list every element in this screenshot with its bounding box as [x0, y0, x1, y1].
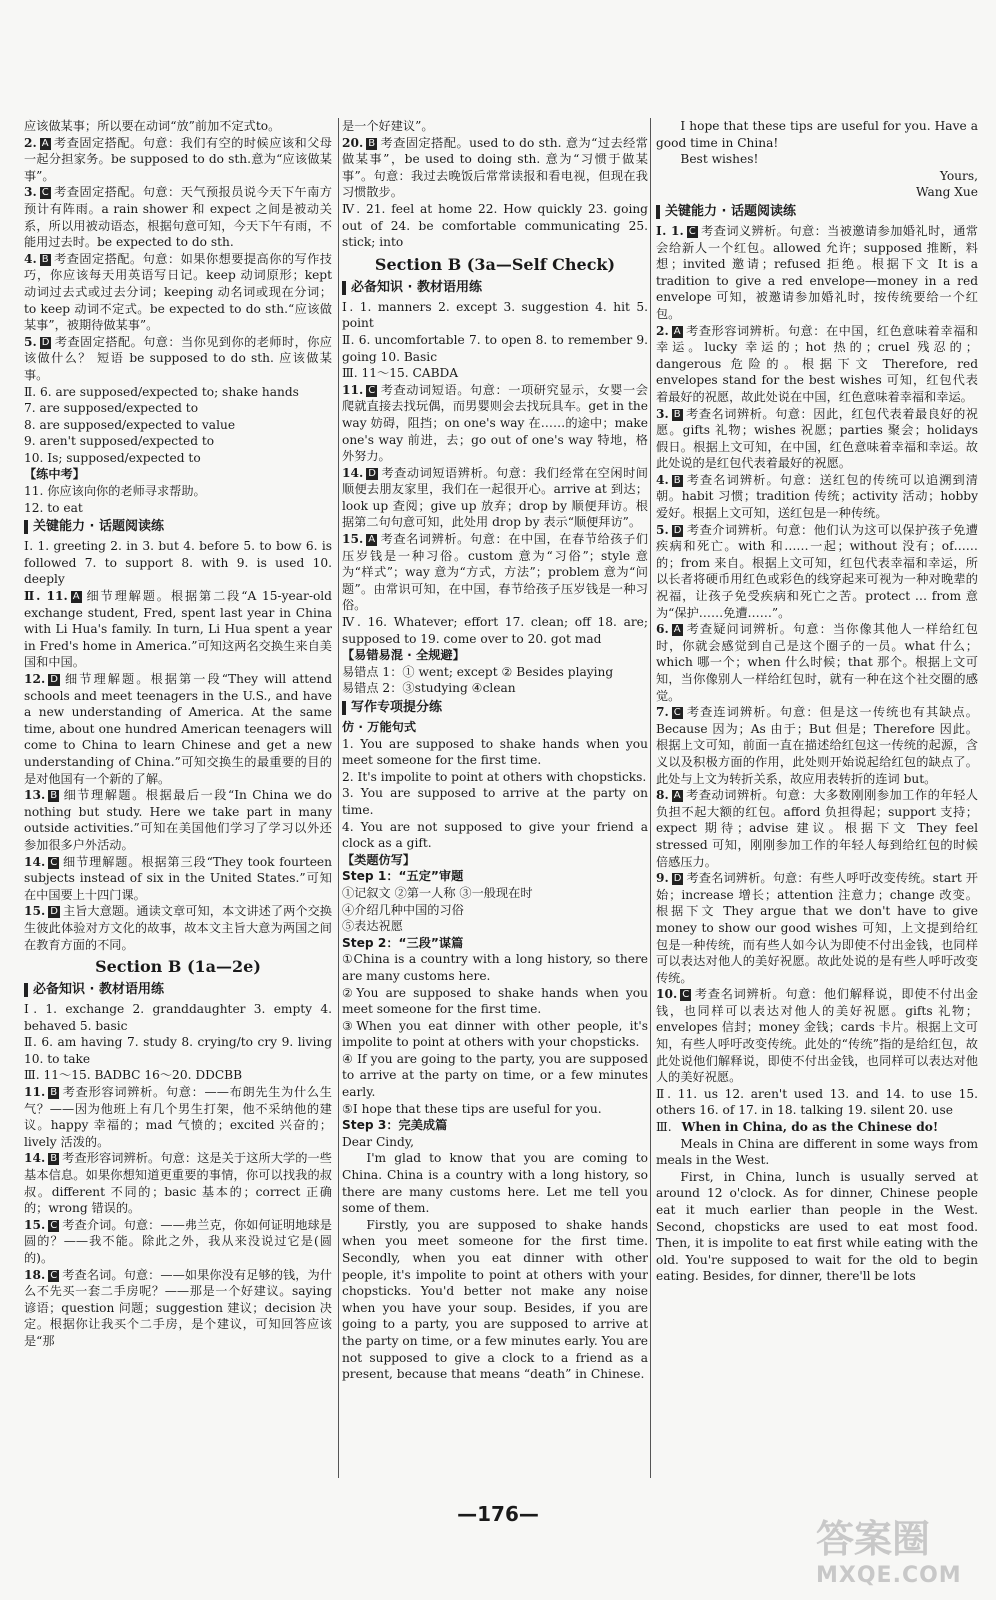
- answer-text: Ⅰ. 1. greeting 2. in 3. but 4. before 5. to bow 6. is followed 7. to support 8. with 9. is used 10. deeply: [24, 539, 332, 587]
- answer-text: Ⅲ.: [656, 1120, 672, 1135]
- answer-text: Ⅰ. 1. manners 2. except 3. suggestion 4. hit 5. point: [342, 299, 648, 331]
- section-bar: [342, 279, 648, 297]
- watermark-text: 答案圈: [816, 1517, 931, 1561]
- signature-line: Wang Xue: [916, 185, 978, 200]
- answer-text: 考查名词辨析。句意：因此，红包代表着最良好的祝愿。gifts 礼物；wishes 祝愿；parties 聚会；holidays 假日。根据上文可知，在中国，红色意味着幸福和幸运。故此处说的是红包代表着最好的祝愿。: [656, 406, 978, 471]
- answer-text: Ⅱ. 11. us 12. aren't used 13. and 14. to use 15. others 16. of 17. in 18. talking 19. silent 20. use: [656, 1086, 978, 1118]
- answer-line: [342, 985, 648, 1018]
- answer-letter-badge: B: [50, 1087, 58, 1099]
- answer-letter-badge: A: [673, 325, 681, 337]
- answer-text: ③When you eat dinner with other people, it's impolite to point at others with your chopsticks.: [342, 1018, 648, 1050]
- answer-letter-badge: C: [368, 384, 376, 396]
- answer-text: Ⅲ. 11～15. BADBC 16～20. DDCBB: [24, 1068, 243, 1083]
- essay-paragraph: Firstly, you are supposed to shake hands when you meet someone for the first time. Secondly, when you eat dinner with other people, it's impolite to point at others with your chopsticks. You'd better not make any noise when you have your soup. Besides, if you are going to a party, you are supposed to arrive at the party on time, or a few minutes early. You are not supposed to give a clock to a friend as a present, because that means “death” in Chinese.: [342, 1217, 648, 1382]
- answer-item: [656, 787, 978, 870]
- answer-item: [656, 704, 978, 787]
- answer-letter-badge: D: [368, 467, 376, 479]
- subheading: 【练中考】: [24, 467, 85, 482]
- question-number: 4.: [24, 251, 37, 266]
- answer-text: Ⅳ. 21. feel at home 22. How quickly 23. going out of 24. be comfortable communicating 25. stick; into: [342, 201, 648, 250]
- answer-text: 考查疑问词辨析。句意：当你像其他人一样给红包时，你就会感觉到自己是这个圈子的一员。what 什么；which 哪一个；when 什么时候；that 那个。根据上文可知，当你像别人一样给红包时，就有一种在这个社交圈的感觉。: [656, 622, 978, 703]
- answer-item: [656, 522, 978, 622]
- answer-text: 考查形容词辨析。句意：——布朗先生为什么生气？——因为他班上有几个男生打架，他不采纳他的建议。happy 幸福的；mad 气愤的；excited 兴奋的；lively 活泼的。: [24, 1085, 332, 1149]
- answer-letter-badge: B: [673, 474, 681, 486]
- answer-letter-badge: B: [50, 1153, 58, 1165]
- answer-text: 10. Is; supposed/expected to: [24, 450, 201, 465]
- question-number: Ⅰ. 1.: [656, 223, 684, 238]
- watermark-url: MXQE.COM: [816, 1563, 962, 1588]
- answer-text: 考查名词辨析。句意：他们解释说，即使不付出金钱，也同样可以表达对他人的美好祝愿。gifts 礼物；envelopes 信封；money 金钱；cards 卡片。根据上文可知，有些人呼吁改变传统。此处的“传统”指的是给红包，故此处说他们解释说，即使不付出金钱，也同样可以表达对他人的美好祝愿。: [656, 987, 978, 1085]
- column-1: [24, 118, 332, 1478]
- answer-item: [656, 472, 978, 522]
- section-bar: [24, 518, 332, 536]
- answer-line: [342, 680, 648, 697]
- answer-text: Dear Cindy,: [342, 1134, 414, 1149]
- section-bar-marker: [24, 520, 28, 534]
- answer-line: [24, 538, 332, 588]
- answer-text: 1. You are supposed to shake hands when you meet someone for the first time.: [342, 736, 648, 768]
- answer-line: [342, 918, 648, 935]
- answer-letter-badge: C: [688, 225, 696, 237]
- answer-item: [24, 184, 332, 250]
- question-number: 2.: [656, 323, 669, 338]
- question-number: 9.: [656, 871, 669, 886]
- question-number: 6.: [656, 622, 669, 637]
- answer-letter-badge: B: [50, 790, 58, 802]
- answer-letter-badge: C: [682, 989, 690, 1001]
- essay-paragraph: I hope that these tips are useful for you. Have a good time in China!: [656, 119, 978, 150]
- watermark-logo: [816, 1508, 976, 1598]
- answer-letter-badge: B: [41, 253, 49, 265]
- answer-line: [342, 299, 648, 332]
- passage-title: When in China, do as the Chinese do!: [681, 1120, 939, 1135]
- answer-item: [24, 251, 332, 334]
- answer-line: [342, 664, 648, 681]
- answer-item: [342, 382, 648, 465]
- answer-text: 主旨大意题。通读文章可知，本文讲述了两个交换生彼此体验对方文化的故事，故本文主旨大意为两国之间在教育方面的不同。: [24, 904, 332, 952]
- answer-text: 考查固定搭配。句意：如果你想要提高你的写作技巧，你应该每天用英语写日记。keep 动词原形；kept 动词过去式或过去分词；keeping 动名词或现在分词；to keep 动词不定式。be expected to do sth.“应该做某事”，被期待做某事”。: [24, 251, 332, 333]
- answer-item: [656, 223, 978, 323]
- answer-text: 细节理解题。根据第三段“They took fourteen subjects instead of six in the United States.”可知在中国要上十四门课。: [24, 854, 332, 902]
- answer-text: 考查连词辨析。句意：但是这一传统也有其缺点。Because 因为；As 由于；But 但是；Therefore 因此。根据上文可知，前面一直在描述给红包这一传统的起源，含义以及积极方面的作用，此处则开始说起给红包的缺点了。此处与上文为转折关系，故应用表转折的连词 but。: [656, 705, 978, 786]
- answer-text: 8. are supposed/expected to value: [24, 417, 236, 432]
- answer-line: [656, 1086, 978, 1119]
- answer-page: [24, 118, 984, 1478]
- answer-item: [342, 465, 648, 531]
- answer-item: [24, 1150, 332, 1216]
- answer-line: [24, 483, 332, 500]
- question-number: 11.: [24, 1085, 46, 1100]
- question-number: 14.: [24, 854, 46, 869]
- answer-item: [24, 588, 332, 671]
- answer-item: [656, 621, 978, 704]
- subheading: Step 2：“三段”谋篇: [342, 935, 464, 950]
- answer-text: 细节理解题。根据第一段“They will attend schools and meet teenagers in the U.S., and have a new understanding of America. At the same time, about one hundred American teenagers will come to China to learn Chinese and get a new understanding of China.”可知交换生的最重要的目的是对他国有一个新的了解。: [24, 672, 332, 786]
- question-number: 15.: [342, 532, 364, 547]
- section-bar: [342, 699, 648, 717]
- question-number: 8.: [656, 788, 669, 803]
- answer-line: [656, 1119, 978, 1136]
- answer-text: ⑤I hope that these tips are useful for you.: [342, 1101, 602, 1116]
- answer-text: 9. aren't supposed/expected to: [24, 434, 215, 449]
- answer-line: [342, 736, 648, 769]
- question-number: 5.: [24, 334, 37, 349]
- answer-item: [656, 986, 978, 1086]
- question-number: 10.: [656, 987, 678, 1002]
- answer-line: [24, 118, 332, 135]
- answer-text: 应该做某事；所以要在动词“放”前加不定式to。: [24, 119, 281, 133]
- answer-letter-badge: C: [50, 856, 58, 868]
- answer-line: [342, 885, 648, 902]
- answer-text: 考查固定搭配。句意：当你见到你的老师时，你应该做什么？ 短语 be supposed to do sth. 应该做某事。: [24, 334, 332, 382]
- answer-letter-badge: C: [673, 707, 681, 719]
- answer-line: [342, 819, 648, 852]
- answer-text: 11. 你应该向你的老师寻求帮助。: [24, 484, 206, 499]
- subheading: Step 1：“五定”审题: [342, 869, 464, 884]
- answer-text: 12. to eat: [24, 500, 83, 515]
- answer-text: ⑤表达祝愿: [342, 919, 403, 934]
- answer-text: 考查固定搭配。句意：我们有空的时候应该和父母一起分担家务。be supposed to do sth.意为“应该做某事”。: [24, 135, 332, 183]
- section-heading: Section B (3a—Self Check): [374, 254, 616, 274]
- answer-line: [24, 1067, 332, 1084]
- answer-item: [342, 135, 648, 201]
- answer-item: [24, 671, 332, 787]
- answer-line: [24, 384, 332, 401]
- answer-item: [656, 406, 978, 472]
- page-number: —176—: [457, 1502, 539, 1526]
- answer-line: [342, 902, 648, 919]
- answer-letter-badge: A: [673, 624, 681, 636]
- answer-text: 细节理解题。根据第二段“A 15-year-old exchange student, Fred, spent last year in China with Li Hua's family. In turn, Li Hua spent a year in Fred's home in America.”可知这两名交换生来自美国和中国。: [24, 589, 332, 670]
- answer-text: 考查动词短语。句意：一项研究显示，女婴一会爬就直接去找玩偶，而男婴则会去找玩具车。get in the way 妨碍，阻挡；on one's way 在……的途中；make one's way 前进，去；go out of one's way 特地，格外努力。: [342, 382, 648, 464]
- answer-letter-badge: C: [41, 187, 49, 199]
- answer-letter-badge: D: [673, 873, 682, 885]
- answer-text: 考查动词短语辨析。句意：我们经常在空闲时间顺便去朋友家里，我们在一起很开心。arrive at 到达；look up 查阅；give up 放弃；drop by 顺便拜访。根据第二句句意可知，此处用 drop by 表示“顺便拜访”。: [342, 465, 648, 530]
- question-number: 2.: [24, 135, 37, 150]
- answer-letter-badge: A: [41, 137, 49, 149]
- answer-text: 3. You are supposed to arrive at the party on time.: [342, 786, 648, 817]
- section-bar: [24, 981, 332, 999]
- answer-line: [342, 1018, 648, 1051]
- answer-letter-badge: D: [673, 524, 682, 536]
- question-number: 14.: [24, 1151, 46, 1166]
- subheading: Step 3：完美成篇: [342, 1118, 448, 1133]
- answer-line: [342, 118, 648, 135]
- question-number: 3.: [656, 406, 669, 421]
- answer-item: [24, 903, 332, 953]
- answer-text: ①记叙文 ②第一人称 ③一般现在时: [342, 885, 533, 900]
- answer-text: 考查固定搭配。句意：天气预报员说今天下午南方预计有阵雨。a rain shower 和 expect 之间是被动关系，所以用被动语态，根据句意可知，今天下午有雨，不能用过去时。be expected to do sth.: [24, 185, 332, 250]
- answer-letter-badge: D: [50, 674, 58, 685]
- question-number: 15.: [24, 904, 46, 919]
- answer-text: ④介绍几种中国的习俗: [342, 902, 464, 917]
- answer-text: 考查形容词辨析。句意：在中国，红色意味着幸福和幸运。lucky 幸运的；hot 热的；cruel 残忍的；dangerous 危险的。根据下文 Therefore, red envelopes stand for the best wishes 可知，红包代表着最好的祝愿，故此处说在中国，红色意味着幸福和幸运。: [656, 323, 978, 404]
- answer-item: [656, 323, 978, 406]
- answer-letter-badge: D: [50, 906, 58, 918]
- answer-text: ①China is a country with a long history, so there are many customs here.: [342, 952, 648, 983]
- section-heading: Section B (1a—2e): [95, 957, 261, 977]
- section-bar-marker: [656, 205, 660, 219]
- section-bar-title: 必备知识 · 教材语用练: [351, 279, 482, 295]
- answer-item: [24, 135, 332, 185]
- answer-item: [24, 1084, 332, 1150]
- answer-line: [24, 1034, 332, 1067]
- question-number: 18.: [24, 1267, 46, 1282]
- answer-text: ②You are supposed to shake hands when you meet someone for the first time.: [342, 985, 648, 1017]
- answer-line: [342, 785, 648, 818]
- answer-item: [656, 870, 978, 986]
- answer-line: [342, 951, 648, 984]
- answer-text: 考查名词辨析。句意：在中国，在春节给孩子们压岁钱是一种习俗。custom 意为“习俗”；style 意为“样式”；way 意为“方式，方法”；problem 意为“问题”。由常识可知，在中国，春节给孩子压岁钱是一种习俗。: [342, 532, 648, 613]
- answer-text: 考查词义辨析。句意：当被邀请参加婚礼时，通常会给新人一个红包。allowed 允许；supposed 推断，料想；invited 邀请；refused 拒绝。根据下文 It is a tradition to give a red envelope—money in a red envelope 可知，被邀请参加婚礼时，按传统要给一个红包。: [656, 223, 978, 321]
- answer-text: 细节理解题。根据最后一段“In China we do nothing but study. Here we take part in many outside activities.”可知在美国他们学习了学习以外还参加很多户外活动。: [24, 788, 332, 852]
- answer-letter-badge: A: [368, 534, 376, 546]
- answer-text: 考查名词。句意：——如果你没有足够的钱，为什么不先买一套二手房呢？——那是一个好建议。saying 谚语；question 问题；suggestion 建议；decision 决定。根据你让我买个二手房，是个建议，可知回答应该是“那: [24, 1267, 332, 1348]
- answer-text: 考查名词辨析。句意：送红包的传统可以追溯到清朝。habit 习惯；tradition 传统；activity 活动；hobby 爱好。根据上文可知，送红包是一种传统。: [656, 472, 978, 521]
- answer-text: Ⅱ. 6. uncomfortable 7. to open 8. to remember 9. going 10. Basic: [342, 332, 648, 364]
- answer-item: [24, 787, 332, 853]
- section-bar-title: 关键能力 · 话题阅读练: [33, 519, 164, 535]
- answer-text: 是一个好建议”。: [342, 119, 434, 133]
- answer-letter-badge: C: [50, 1269, 58, 1281]
- essay-paragraph: Best wishes!: [680, 152, 759, 167]
- question-number: 4.: [656, 472, 669, 487]
- answer-letter-badge: B: [673, 408, 681, 420]
- question-number: 11.: [342, 382, 364, 397]
- question-number: Ⅱ. 11.: [24, 589, 68, 604]
- answer-line: [342, 365, 648, 382]
- subheading: 【类题仿写】: [342, 852, 416, 867]
- answer-letter-badge: A: [72, 591, 80, 603]
- answer-line: [24, 400, 332, 417]
- subheading: 仿 · 万能句式: [342, 720, 417, 734]
- answer-letter-badge: B: [368, 137, 376, 149]
- answer-text: 4. You are not supposed to give your friend a clock as a gift.: [342, 819, 648, 851]
- question-number: 15.: [24, 1217, 46, 1232]
- answer-text: 易错点 2：③studying ④clean: [342, 681, 516, 696]
- answer-line: [24, 417, 332, 434]
- answer-item: [24, 334, 332, 384]
- answer-text: 考查介词辨析。句意：他们认为这可以保护孩子免遭疾病和死亡。with 和……一起；without 没有；of……的；from 来自。根据上文可知，红包代表幸福和幸运，所以长者将硬币用红色或彩色的线穿起来可视为一种对晚辈的祝福，让孩子免受疾病和死亡之苦。protect … from 意为“保护……免遭……”。: [656, 522, 978, 620]
- question-number: 20.: [342, 135, 364, 150]
- section-bar-title: 写作专项提分练: [351, 700, 443, 715]
- answer-letter-badge: C: [50, 1219, 58, 1231]
- answer-text: 7. are supposed/expected to: [24, 401, 199, 416]
- answer-text: Ⅳ. 16. Whatever; effort 17. clean; off 18. are; supposed to 19. come over to 20. got mad: [342, 615, 648, 646]
- question-number: 5.: [656, 522, 669, 537]
- answer-item: [24, 1217, 332, 1267]
- essay-paragraph: First, in China, lunch is usually served at around 12 o'clock. As for dinner, Chinese people eat it much earlier than people in the West. Second, chopsticks are used to eat most food. Then, it is impolite to eat first while eating with the old. You're supposed to wait for the old to begin eating. Besides, for dinner, there'll be lots: [656, 1169, 978, 1284]
- answer-text: 考查形容词辨析。句意：这是关于这所大学的一些基本信息。如果你想知道更重要的事情，你可以找我的叔叔。different 不同的；basic 基本的；correct 正确的；wrong 错误的。: [24, 1151, 332, 1216]
- question-number: 3.: [24, 185, 37, 200]
- answer-letter-badge: A: [673, 790, 681, 802]
- answer-line: [342, 1051, 648, 1101]
- column-3: [656, 118, 978, 1478]
- section-bar-title: 必备知识 · 教材语用练: [33, 982, 164, 998]
- answer-line: [24, 433, 332, 450]
- answer-item: [24, 854, 332, 904]
- answer-letter-badge: D: [41, 336, 50, 348]
- answer-line: [342, 1101, 648, 1118]
- answer-text: ④ If you are going to the party, you are supposed to arrive at the party on time, or a few minutes early.: [342, 1051, 648, 1100]
- signature-line: Yours,: [939, 168, 978, 183]
- column-2: [342, 118, 648, 1478]
- answer-text: 考查名词辨析。句意：有些人呼吁改变传统。start 开始；increase 增长；attention 注意力；change 改变。根据下文 They argue that we don't have to give money to show our good wishes 可知，上文提到给红包是一种传统，而有些人如今认为即使不付出金钱，也同样可以表达对他人的美好祝愿。故此处说的是有些人呼吁改变传统。: [656, 871, 978, 985]
- answer-line: [342, 201, 648, 251]
- answer-item: [342, 531, 648, 614]
- section-bar-marker: [342, 281, 346, 295]
- section-bar: [656, 203, 978, 221]
- answer-text: 2. It's impolite to point at others with chopsticks.: [342, 769, 647, 784]
- section-bar-marker: [24, 983, 28, 997]
- answer-line: [342, 332, 648, 365]
- answer-line: [24, 1001, 332, 1034]
- question-number: 7.: [656, 705, 669, 720]
- question-number: 12.: [24, 672, 46, 686]
- answer-line: [342, 769, 648, 786]
- answer-text: 考查介词。句意：——弗兰克，你如何证明地球是圆的？——我不能。除此之外，我从来没说过它是(圆的)。: [24, 1217, 332, 1265]
- answer-line: [342, 1134, 648, 1151]
- answer-text: 考查固定搭配。used to do sth. 意为“过去经常做某事”，be used to doing sth. 意为“习惯于做某事”。句意：我过去晚饭后常常读报和看电视，但现在我习惯散步。: [342, 135, 648, 200]
- answer-line: [24, 450, 332, 467]
- question-number: 13.: [24, 788, 46, 803]
- section-bar-marker: [342, 701, 346, 715]
- essay-paragraph: Meals in China are different in some ways from meals in the West.: [656, 1136, 978, 1168]
- section-bar-title: 关键能力 · 话题阅读练: [665, 203, 796, 219]
- answer-item: [24, 1267, 332, 1350]
- answer-text: Ⅰ. 1. exchange 2. granddaughter 3. empty 4. behaved 5. basic: [24, 1002, 332, 1033]
- answer-line: [24, 500, 332, 517]
- subheading: 【易错易混 · 全规避】: [342, 648, 465, 663]
- essay-paragraph: I'm glad to know that you are coming to China. China is a country with a long history, so there are many customs here. Let me tell you some of them.: [342, 1151, 648, 1216]
- question-number: 14.: [342, 465, 364, 480]
- answer-text: Ⅱ. 6. am having 7. study 8. crying/to cry 9. living 10. to take: [24, 1035, 332, 1066]
- answer-text: 易错点 1：① went; except ② Besides playing: [342, 664, 614, 679]
- answer-text: 考查动词辨析。句意：大多数刚刚参加工作的年轻人负担不起大额的红包。afford 负担得起；support 支持；expect 期待；advise 建议。根据下文 They feel stressed 可知，刚刚参加工作的年轻人每到给红包的时候倍感压力。: [656, 788, 978, 869]
- answer-line: [342, 614, 648, 647]
- answer-text: Ⅱ. 6. are supposed/expected to; shake hands: [24, 384, 299, 399]
- answer-text: Ⅲ. 11～15. CABDA: [342, 366, 459, 381]
